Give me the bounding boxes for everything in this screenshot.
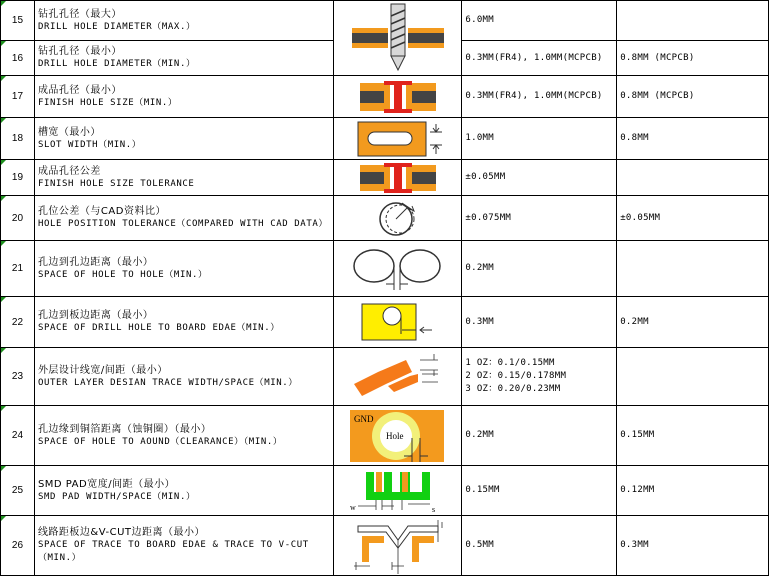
- table-row: [1, 406, 769, 466]
- plated-hole-icon: [334, 160, 462, 196]
- value-standard: 6.0MM: [462, 1, 617, 41]
- description-zh: 槽宽（最小）: [37, 126, 101, 138]
- hole-to-edge-icon: [334, 297, 462, 348]
- smd-pad-icon: [334, 466, 462, 516]
- row-number: 18: [1, 118, 35, 160]
- row-description: [34, 406, 334, 466]
- trace-to-edge-icon: [334, 516, 462, 576]
- description-en: FINISH HOLE SIZE TOLERANCE: [37, 178, 195, 189]
- description-zh: 钻孔孔径（最小）: [37, 46, 122, 57]
- value-advanced: 0.8MM: [617, 118, 769, 160]
- description-zh: 孔边缘到铜箔距离（蚀铜圈）（最小）: [37, 423, 212, 435]
- description-en: HOLE POSITION TOLERANCE（COMPARED WITH CAD DATA）: [37, 219, 328, 229]
- value-standard: ±0.075MM: [462, 196, 617, 241]
- value-line: 2 OZ：0.15/0.178MM: [465, 371, 567, 381]
- description-en: SMD PAD WIDTH/SPACE（MIN.）: [37, 491, 196, 502]
- value-advanced: 0.2MM: [617, 297, 769, 348]
- row-description: [34, 118, 334, 160]
- description-en: FINISH HOLE SIZE（MIN.）: [37, 97, 178, 108]
- value-standard: 0.3MM(FR4), 1.0MM(MCPCB): [462, 41, 617, 76]
- row-number: 16: [1, 41, 35, 76]
- table-row: [1, 241, 769, 297]
- value-advanced: [617, 1, 769, 41]
- row-number: 21: [1, 241, 35, 297]
- value-advanced: 0.15MM: [617, 406, 769, 466]
- table-row: [1, 76, 769, 118]
- value-standard: 0.3MM(FR4), 1.0MM(MCPCB): [462, 76, 617, 118]
- value-standard: ±0.05MM: [462, 160, 617, 196]
- value-standard: 0.2MM: [462, 406, 617, 466]
- value-standard: [462, 348, 617, 406]
- trace-width-icon: [334, 348, 462, 406]
- table-row: [1, 1, 769, 41]
- row-description: [34, 1, 334, 41]
- row-number: 23: [1, 348, 35, 406]
- row-description: [34, 41, 334, 76]
- clearance-icon: [334, 406, 462, 466]
- row-description: [34, 160, 334, 196]
- row-number: 19: [1, 160, 35, 196]
- w-label: w: [349, 502, 356, 512]
- table-row: [1, 466, 769, 516]
- description-en: SPACE OF DRILL HOLE TO BOARD EDAE（MIN.）: [37, 323, 280, 333]
- row-number: 22: [1, 297, 35, 348]
- gnd-label: GND: [353, 413, 374, 424]
- row-description: [34, 76, 334, 118]
- row-description: [34, 241, 334, 297]
- plated-hole-icon: [334, 76, 462, 118]
- description-zh: 孔边到板边距离（最小）: [37, 310, 154, 321]
- s-label: s: [431, 504, 436, 514]
- row-number: 25: [1, 466, 35, 516]
- value-line: 1 OZ：0.1/0.15MM: [465, 358, 555, 368]
- description-en: DRILL HOLE DIAMETER（MAX.）: [37, 21, 196, 32]
- table-row: [1, 160, 769, 196]
- value-advanced: 0.8MM (MCPCB): [617, 76, 769, 118]
- row-number: 17: [1, 76, 35, 118]
- hole-label: Hole: [385, 430, 404, 441]
- hole-to-hole-icon: [334, 241, 462, 297]
- table-row: [1, 196, 769, 241]
- row-description: [34, 297, 334, 348]
- description-en: SLOT WIDTH（MIN.）: [37, 139, 142, 150]
- description-zh: SMD PAD宽度/间距（最小）: [37, 478, 176, 490]
- row-number: 24: [1, 406, 35, 466]
- description-en: DRILL HOLE DIAMETER（MIN.）: [37, 59, 196, 69]
- value-advanced: 0.8MM (MCPCB): [617, 41, 769, 76]
- value-standard: 0.5MM: [462, 516, 617, 576]
- description-zh: 成品孔径（最小）: [37, 84, 122, 96]
- value-standard: 1.0MM: [462, 118, 617, 160]
- value-standard: 0.3MM: [462, 297, 617, 348]
- table-row: [1, 118, 769, 160]
- description-zh: 孔边到孔边距离（最小）: [37, 256, 154, 268]
- value-standard: 0.15MM: [462, 466, 617, 516]
- description-en: SPACE OF TRACE TO BOARD EDAE & TRACE TO V-CUT（MIN.）: [37, 540, 309, 563]
- description-en: SPACE OF HOLE TO AOUND（CLEARANCE）（MIN.）: [37, 436, 283, 447]
- row-description: [34, 196, 334, 241]
- description-zh: 外层设计线宽/间距（最小）: [37, 364, 168, 376]
- description-en: OUTER LAYER DESIAN TRACE WIDTH/SPACE（MIN.）: [37, 377, 298, 388]
- value-line: 3 OZ：0.20/0.23MM: [465, 384, 561, 394]
- row-description: [34, 348, 334, 406]
- value-advanced: ±0.05MM: [617, 196, 769, 241]
- value-advanced: [617, 348, 769, 406]
- row-number: 15: [1, 1, 35, 41]
- slot-icon: [334, 118, 462, 160]
- description-zh: 线路距板边&V-CUT边距离（最小）: [37, 527, 206, 538]
- description-zh: 成品孔径公差: [37, 165, 101, 177]
- drill-bit-icon: [334, 1, 462, 76]
- row-number: 20: [1, 196, 35, 241]
- table-row: [1, 297, 769, 348]
- hole-offset-icon: [334, 196, 462, 241]
- value-advanced: [617, 160, 769, 196]
- row-description: [34, 466, 334, 516]
- table-row: [1, 348, 769, 406]
- table-row: [1, 516, 769, 576]
- value-advanced: 0.12MM: [617, 466, 769, 516]
- row-description: [34, 516, 334, 576]
- row-number: 26: [1, 516, 35, 576]
- value-standard: 0.2MM: [462, 241, 617, 297]
- description-en: SPACE OF HOLE TO HOLE（MIN.）: [37, 269, 208, 280]
- value-advanced: [617, 241, 769, 297]
- description-zh: 钻孔孔径（最大）: [37, 8, 122, 20]
- description-zh: 孔位公差（与CAD资料比）: [37, 206, 166, 217]
- value-advanced: 0.3MM: [617, 516, 769, 576]
